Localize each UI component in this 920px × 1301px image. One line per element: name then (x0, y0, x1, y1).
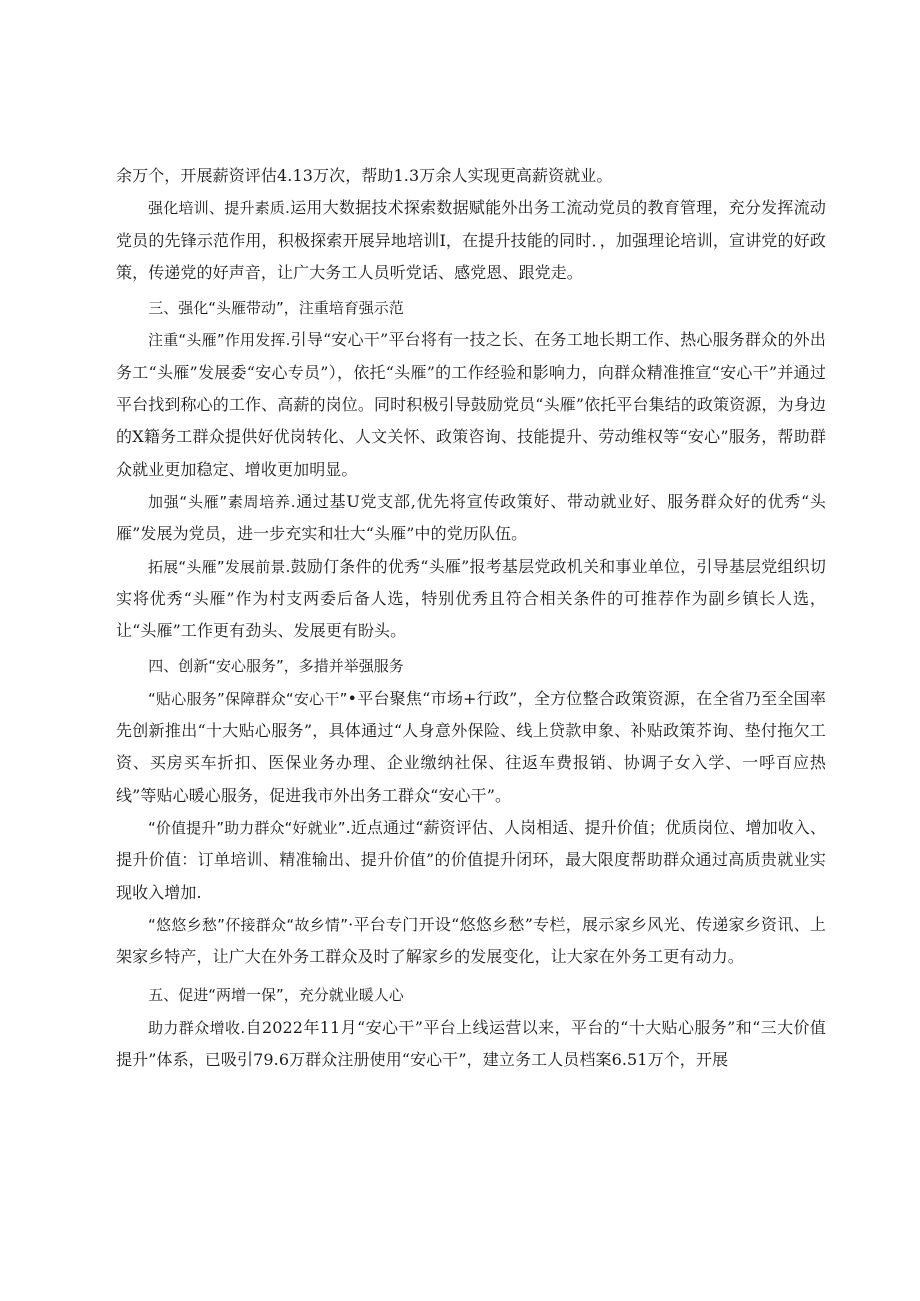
paragraph-text: .近点通过“薪资评估、人岗相适、提升价值；优质岗位、增加收入、提升价值：订单培训、精准输出、提升价值”的价值提升闭环，最大限度帮助群众通过高质贵就业实现收入增加. (116, 817, 826, 902)
paragraph-leader-role (116, 324, 826, 485)
paragraph-leader-training (116, 486, 826, 551)
paragraph-lead: 注重“头雁”作用发挥. (148, 331, 291, 350)
paragraph-text: 引导“安心干”平台将有一技之长、在务工地长期工作、热心服务群众的外出务工“头雁”发展委“安心专员”），依托“头雁”的工作经验和影响力，向群众精准推宣“安心干”并通过平台找到称心的工作、高薪的岗位。同时积极引导鼓励党员“头雁”依托平台集结的政策资源，为身边的X籍务工群众提供好优岗转化、人文关怀、政策咨询、技能提升、劳动维权等“安心”服务，帮助群众就业更加稳定、增收更加明显。 (116, 330, 826, 479)
paragraph-text: 鼓励仃条件的优秀“头雁”报考基层党政机关和事业单位，引导基层党组织切实将优秀“头雁”作为村支两委后备人选，特别优秀且符合相关条件的可推荐作为副乡镇长人选，让“头雁”工作更有劲头、发展更有盼头。 (116, 556, 826, 641)
paragraph-text: ·平台专门开设“悠悠乡愁”专栏，展示家乡风光、传递家乡资讯、上架家乡特产，让广大在外务工群众及时了解家乡的发展变化，让大家在外务工更有动力。 (116, 914, 826, 967)
paragraph-text: 余万个，开展薪资评估4.13万次，帮助1.3万余人实现更高薪资就业。 (116, 166, 613, 185)
paragraph-lead: 助力群众增收. (148, 1018, 246, 1037)
paragraph-lead: “悠悠乡愁”伓接群众“故乡情” (148, 915, 349, 934)
paragraph-continuation (116, 160, 826, 192)
paragraph-text: •平台聚焦“市场+行政”，全方位整合政策资源，在全省乃至全国率先创新推出“十大贴心服务”，具体通过“人身意外保险、线上贷款申象、补贴政策芥询、垫付拖欠工资、买房买车折扣、医保业务办理、企业缴纳社保、往返车费报销、协调子女入学、一呼百应热线”等贴心暖心服务，促进我市外出务工群众“安心干”。 (116, 688, 826, 805)
paragraph-text: 运用大数据技术探索数据赋能外出务工流动党员的教育管理，充分发挥流动党员的先锋示范作用，积极探索开展异地培训I，在提升技能的同时．，加强理论培训，宣讲党的好政策，传递党的好声音，让广大务工人员听党话、感党恩、跟党走。 (116, 198, 826, 282)
paragraph-lead: “价值提升”助力群众“好就业” (148, 818, 346, 837)
document-page (116, 160, 826, 1076)
paragraph-text: 自2022年11月“安心干”平台上线运营以来，平台的“十大贴心服务”和“三大价值提升”体系，已吸引79.6万群众注册使用“安心干”，建立务工人员档案6.51万个，开展 (116, 1017, 826, 1070)
paragraph-text: 通过基U党支部,优先将宣传政策好、带动就业好、服务群众好的优秀“头雁”发展为党员，进一步充实和壮大“头雁”中的党历队伍。 (116, 491, 826, 544)
paragraph-homesick (116, 909, 826, 974)
paragraph-training (116, 192, 826, 289)
paragraph-income-increase (116, 1012, 826, 1077)
paragraph-value-upgrade (116, 812, 826, 909)
section-heading-3: 三、强化“头雁带动”，注重培育强示范 (148, 299, 404, 318)
paragraph-caring-service (116, 683, 826, 812)
paragraph-lead: 拓展“头雁”发展前景. (148, 557, 291, 576)
paragraph-lead: 加强“头雁”素周培养. (148, 492, 296, 511)
paragraph-lead: “贴心服务”保障群众“安心干” (148, 689, 348, 708)
section-heading-4: 四、创新“安心服务”，多措并举强服务 (148, 657, 404, 676)
section-heading-5: 五、促进“两增一保”，充分就业暖人心 (148, 986, 404, 1005)
paragraph-lead: 强化培训、提升素质. (148, 199, 291, 218)
paragraph-leader-prospects (116, 551, 826, 648)
